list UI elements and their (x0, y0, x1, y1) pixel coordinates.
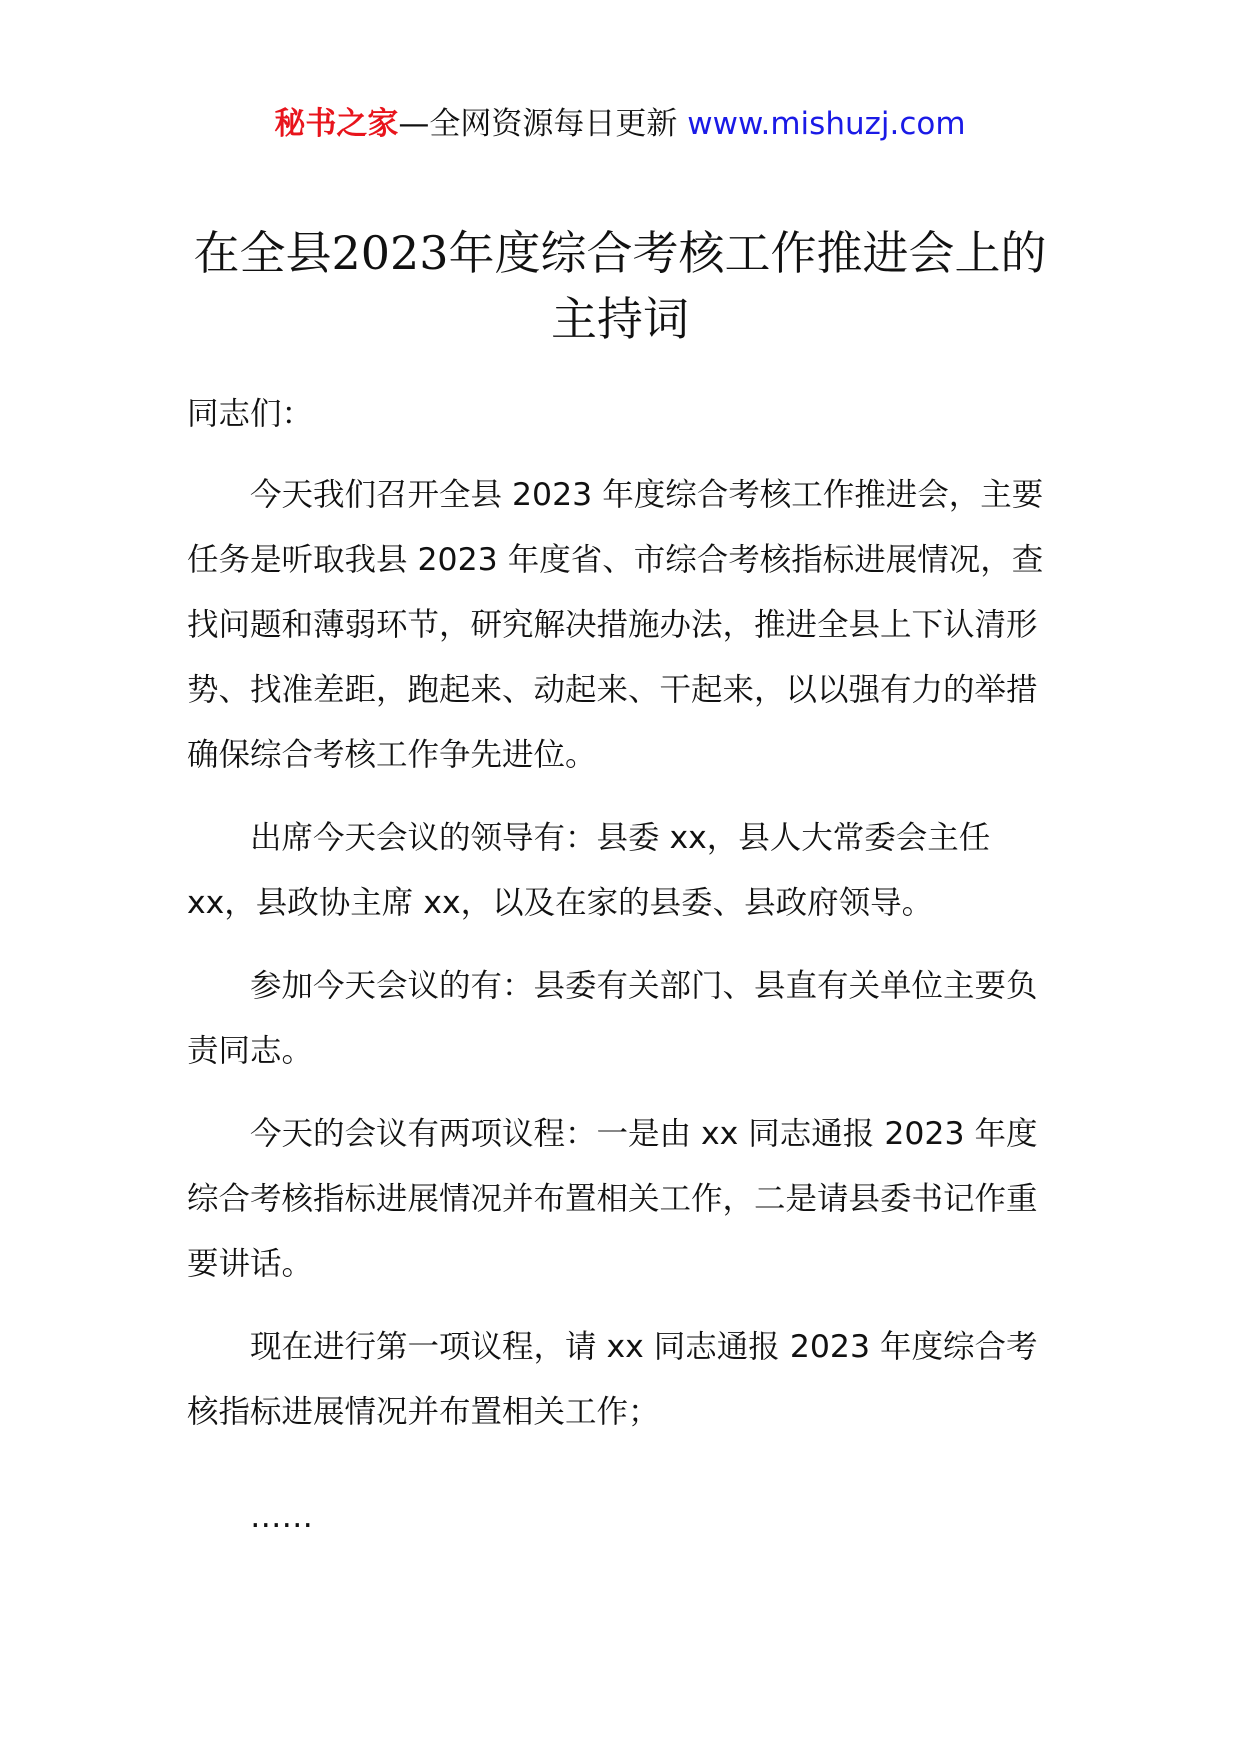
site-tagline: —全网资源每日更新 (398, 106, 688, 142)
site-header (0, 100, 1240, 148)
paragraph-first-item: 现在进行第一项议程，请 xx 同志通报 2023 年度综合考核指标进展情况并布置相关工作； (187, 1329, 1038, 1430)
paragraph-agenda: 今天的会议有两项议程：一是由 xx 同志通报 2023 年度综合考核指标进展情况并布置相关工作，二是请县委书记作重要讲话。 (187, 1116, 1038, 1282)
paragraph-participants: 参加今天会议的有：县委有关部门、县直有关单位主要负责同志。 (187, 968, 1038, 1069)
document-body (187, 382, 1055, 1568)
salutation: 同志们： (187, 396, 314, 432)
ellipsis: …… (250, 1499, 313, 1535)
site-url-link[interactable]: www.mishuzj.com (687, 106, 966, 142)
paragraph-attending-leaders: 出席今天会议的领导有：县委 xx，县人大常委会主任 xx，县政协主席 xx，以及在家的县委、县政府领导。 (187, 820, 991, 921)
title-part-1: 在全县 (193, 226, 332, 280)
document-title (190, 220, 1050, 352)
title-part-2: 年度综合考核工作推进会上的主持词 (448, 226, 1047, 346)
title-year: 2023 (331, 226, 449, 280)
paragraph-purpose: 今天我们召开全县 2023 年度综合考核工作推进会，主要任务是听取我县 2023 年度省、市综合考核指标进展情况，查找问题和薄弱环节，研究解决措施办法，推进全县上下认清形势、找准差距，跑起来、动起来、干起来，以以强有力的举措确保综合考核工作争先进位。 (187, 477, 1044, 773)
site-brand: 秘书之家 (274, 106, 399, 142)
